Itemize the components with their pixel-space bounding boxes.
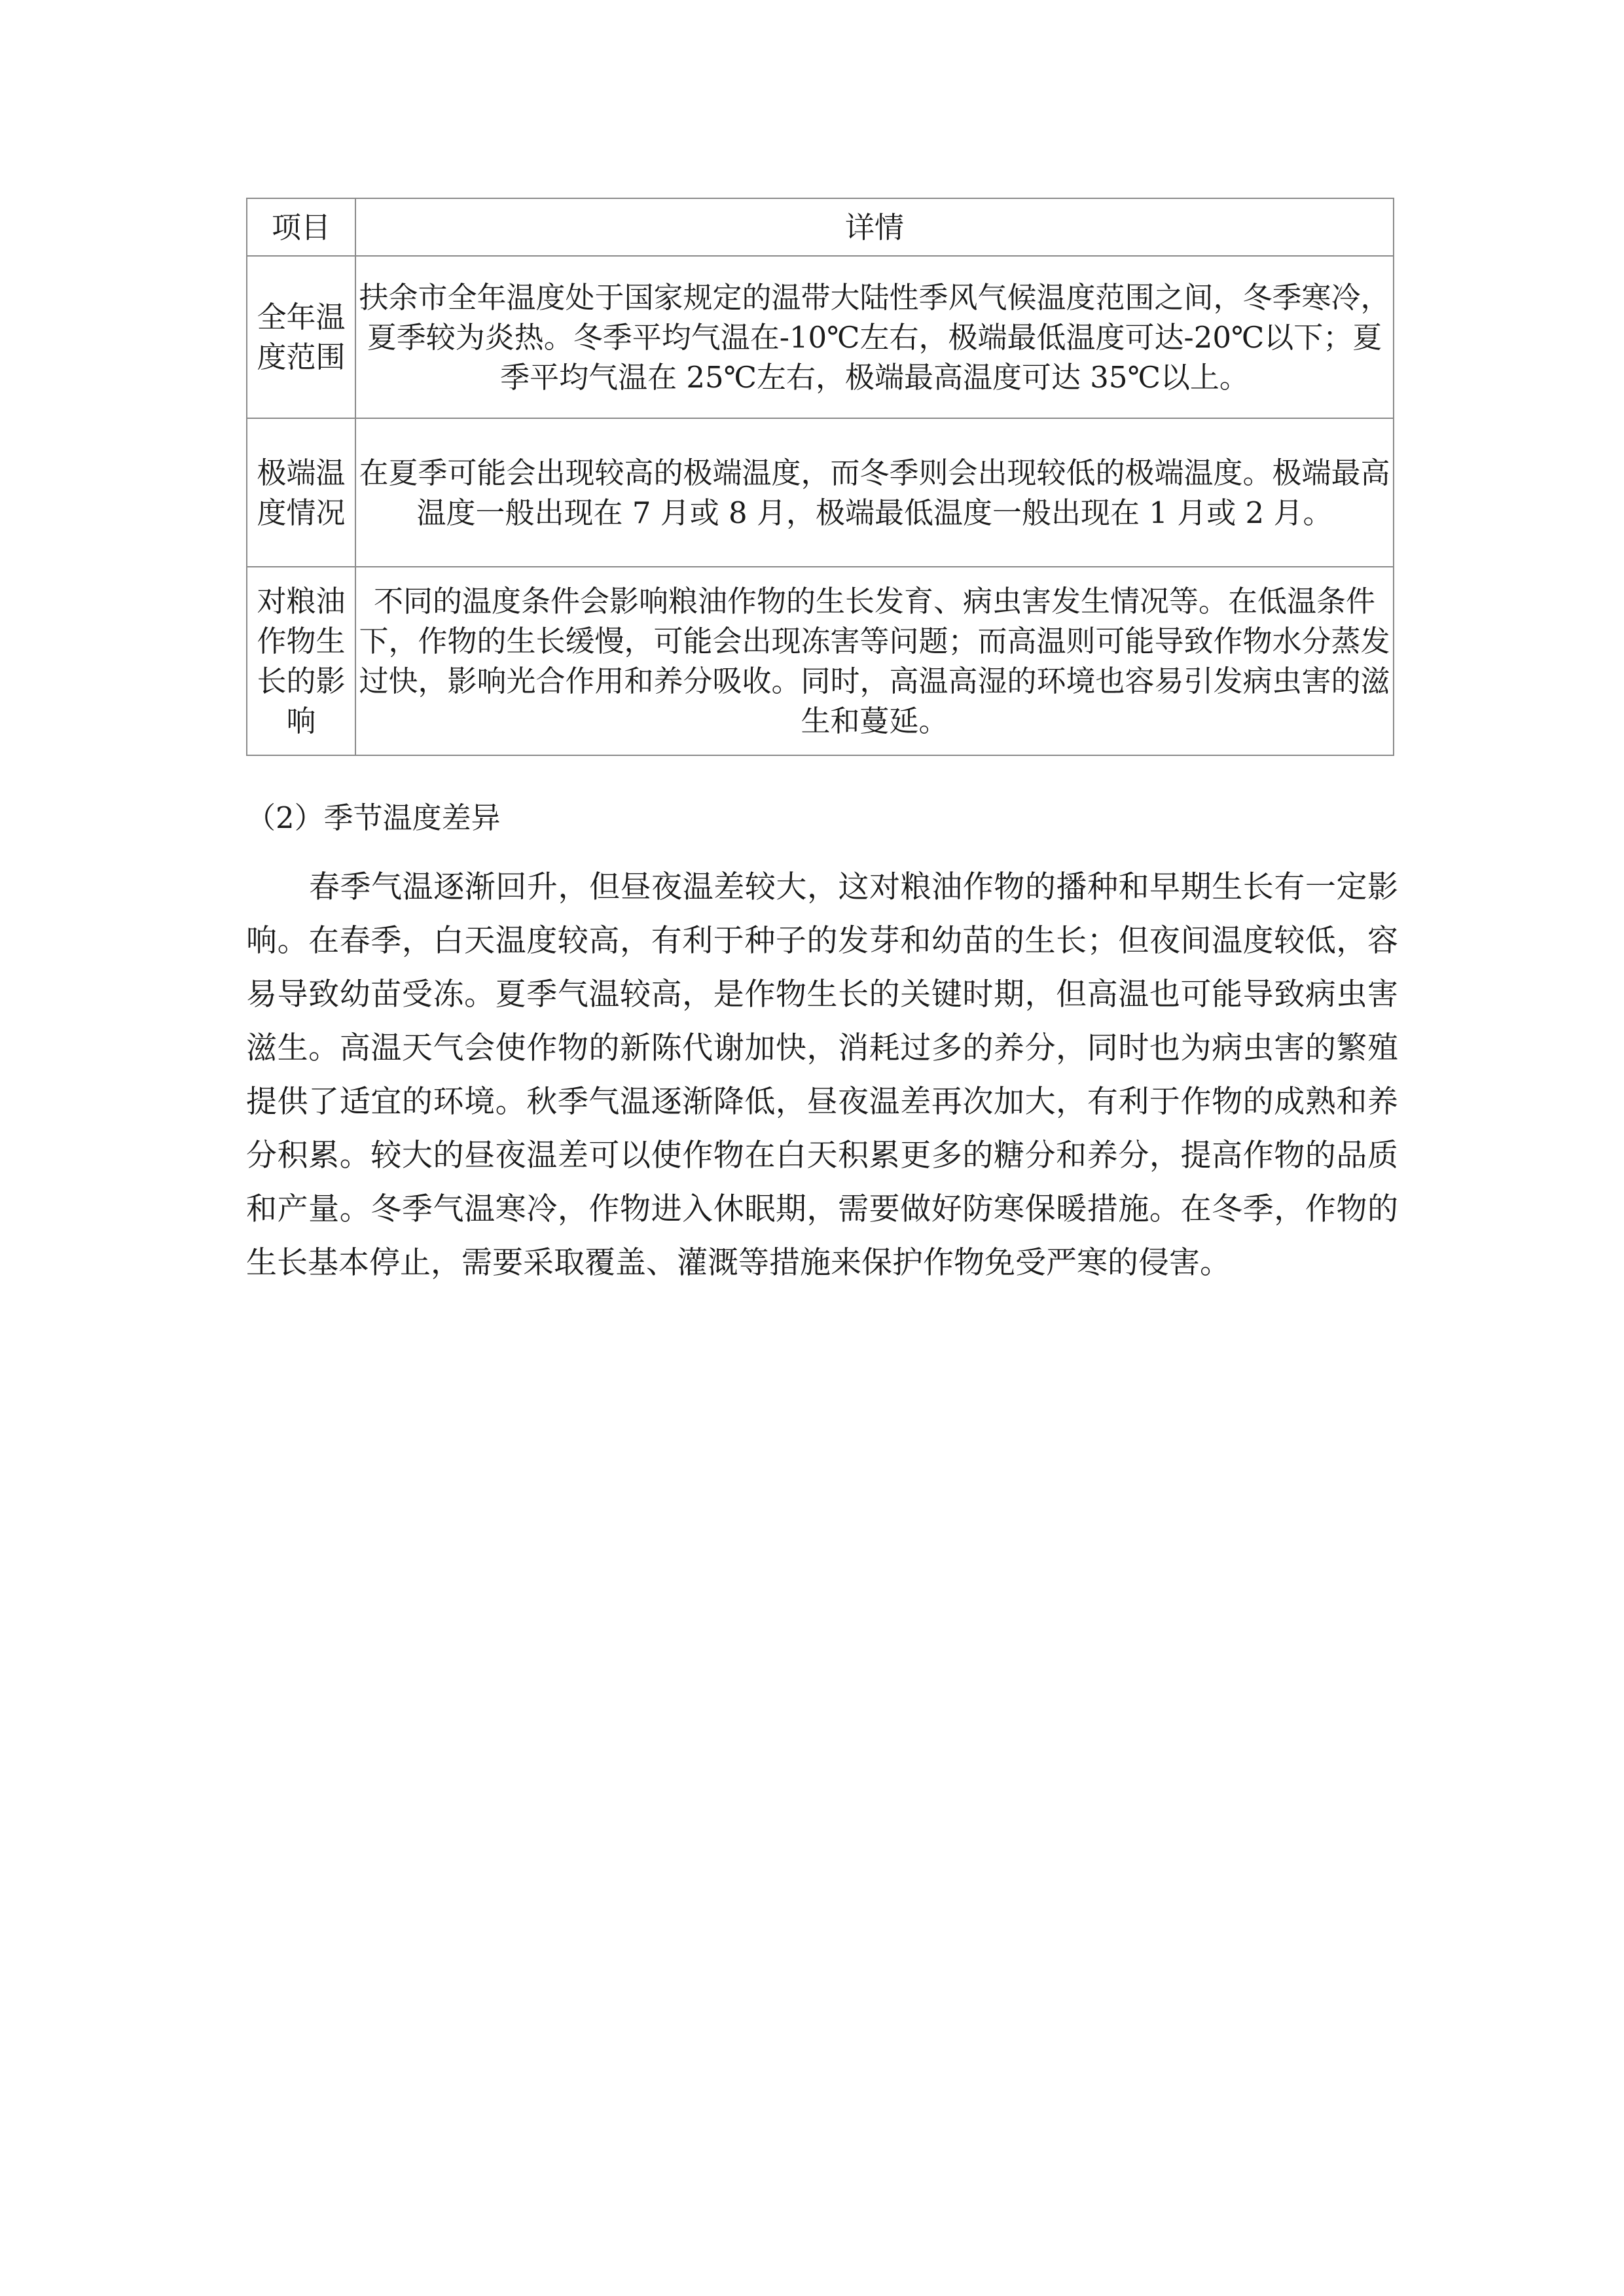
row-item-label: 全年温度范围: [247, 256, 355, 418]
row-detail: 在夏季可能会出现较高的极端温度，而冬季则会出现较低的极端温度。极端最高温度一般出现在 7 月或 8 月，极端最低温度一般出现在 1 月或 2 月。: [355, 418, 1394, 567]
header-item: 项目: [247, 198, 355, 256]
row-item-label: 极端温度情况: [247, 418, 355, 567]
body-paragraph: 春季气温逐渐回升，但昼夜温差较大，这对粮油作物的播种和早期生长有一定影响。在春季，白天温度较高，有利于种子的发芽和幼苗的生长；但夜间温度较低，容易导致幼苗受冻。夏季气温较高，是作物生长的关键时期，但高温也可能导致病虫害滋生。高温天气会使作物的新陈代谢加快，消耗过多的养分，同时也为病虫害的繁殖提供了适宜的环境。秋季气温逐渐降低，昼夜温差再次加大，有利于作物的成熟和养分积累。较大的昼夜温差可以使作物在白天积累更多的糖分和养分，提高作物的品质和产量。冬季气温寒冷，作物进入休眠期，需要做好防寒保暖措施。在冬季，作物的生长基本停止，需要采取覆盖、灌溉等措施来保护作物免受严寒的侵害。: [246, 869, 1398, 1281]
row-detail: 扶余市全年温度处于国家规定的温带大陆性季风气候温度范围之间，冬季寒冷，夏季较为炎热。冬季平均气温在-10℃左右，极端最低温度可达-20℃以下；夏季平均气温在 25℃左右，极端最高温度可达 35℃以上。: [355, 256, 1394, 418]
table-header-row: [247, 198, 1394, 256]
table-row: [247, 567, 1394, 755]
table-row: [247, 418, 1394, 567]
table-row: [247, 256, 1394, 418]
row-item-label: 对粮油作物生长的影响: [247, 567, 355, 755]
header-detail: 详情: [355, 198, 1394, 256]
row-detail: 不同的温度条件会影响粮油作物的生长发育、病虫害发生情况等。在低温条件下，作物的生长缓慢，可能会出现冻害等问题；而高温则可能导致作物水分蒸发过快，影响光合作用和养分吸收。同时，高温高湿的环境也容易引发病虫害的滋生和蔓延。: [355, 567, 1394, 755]
temperature-table: [246, 198, 1394, 756]
section-heading: （2）季节温度差异: [246, 800, 501, 835]
